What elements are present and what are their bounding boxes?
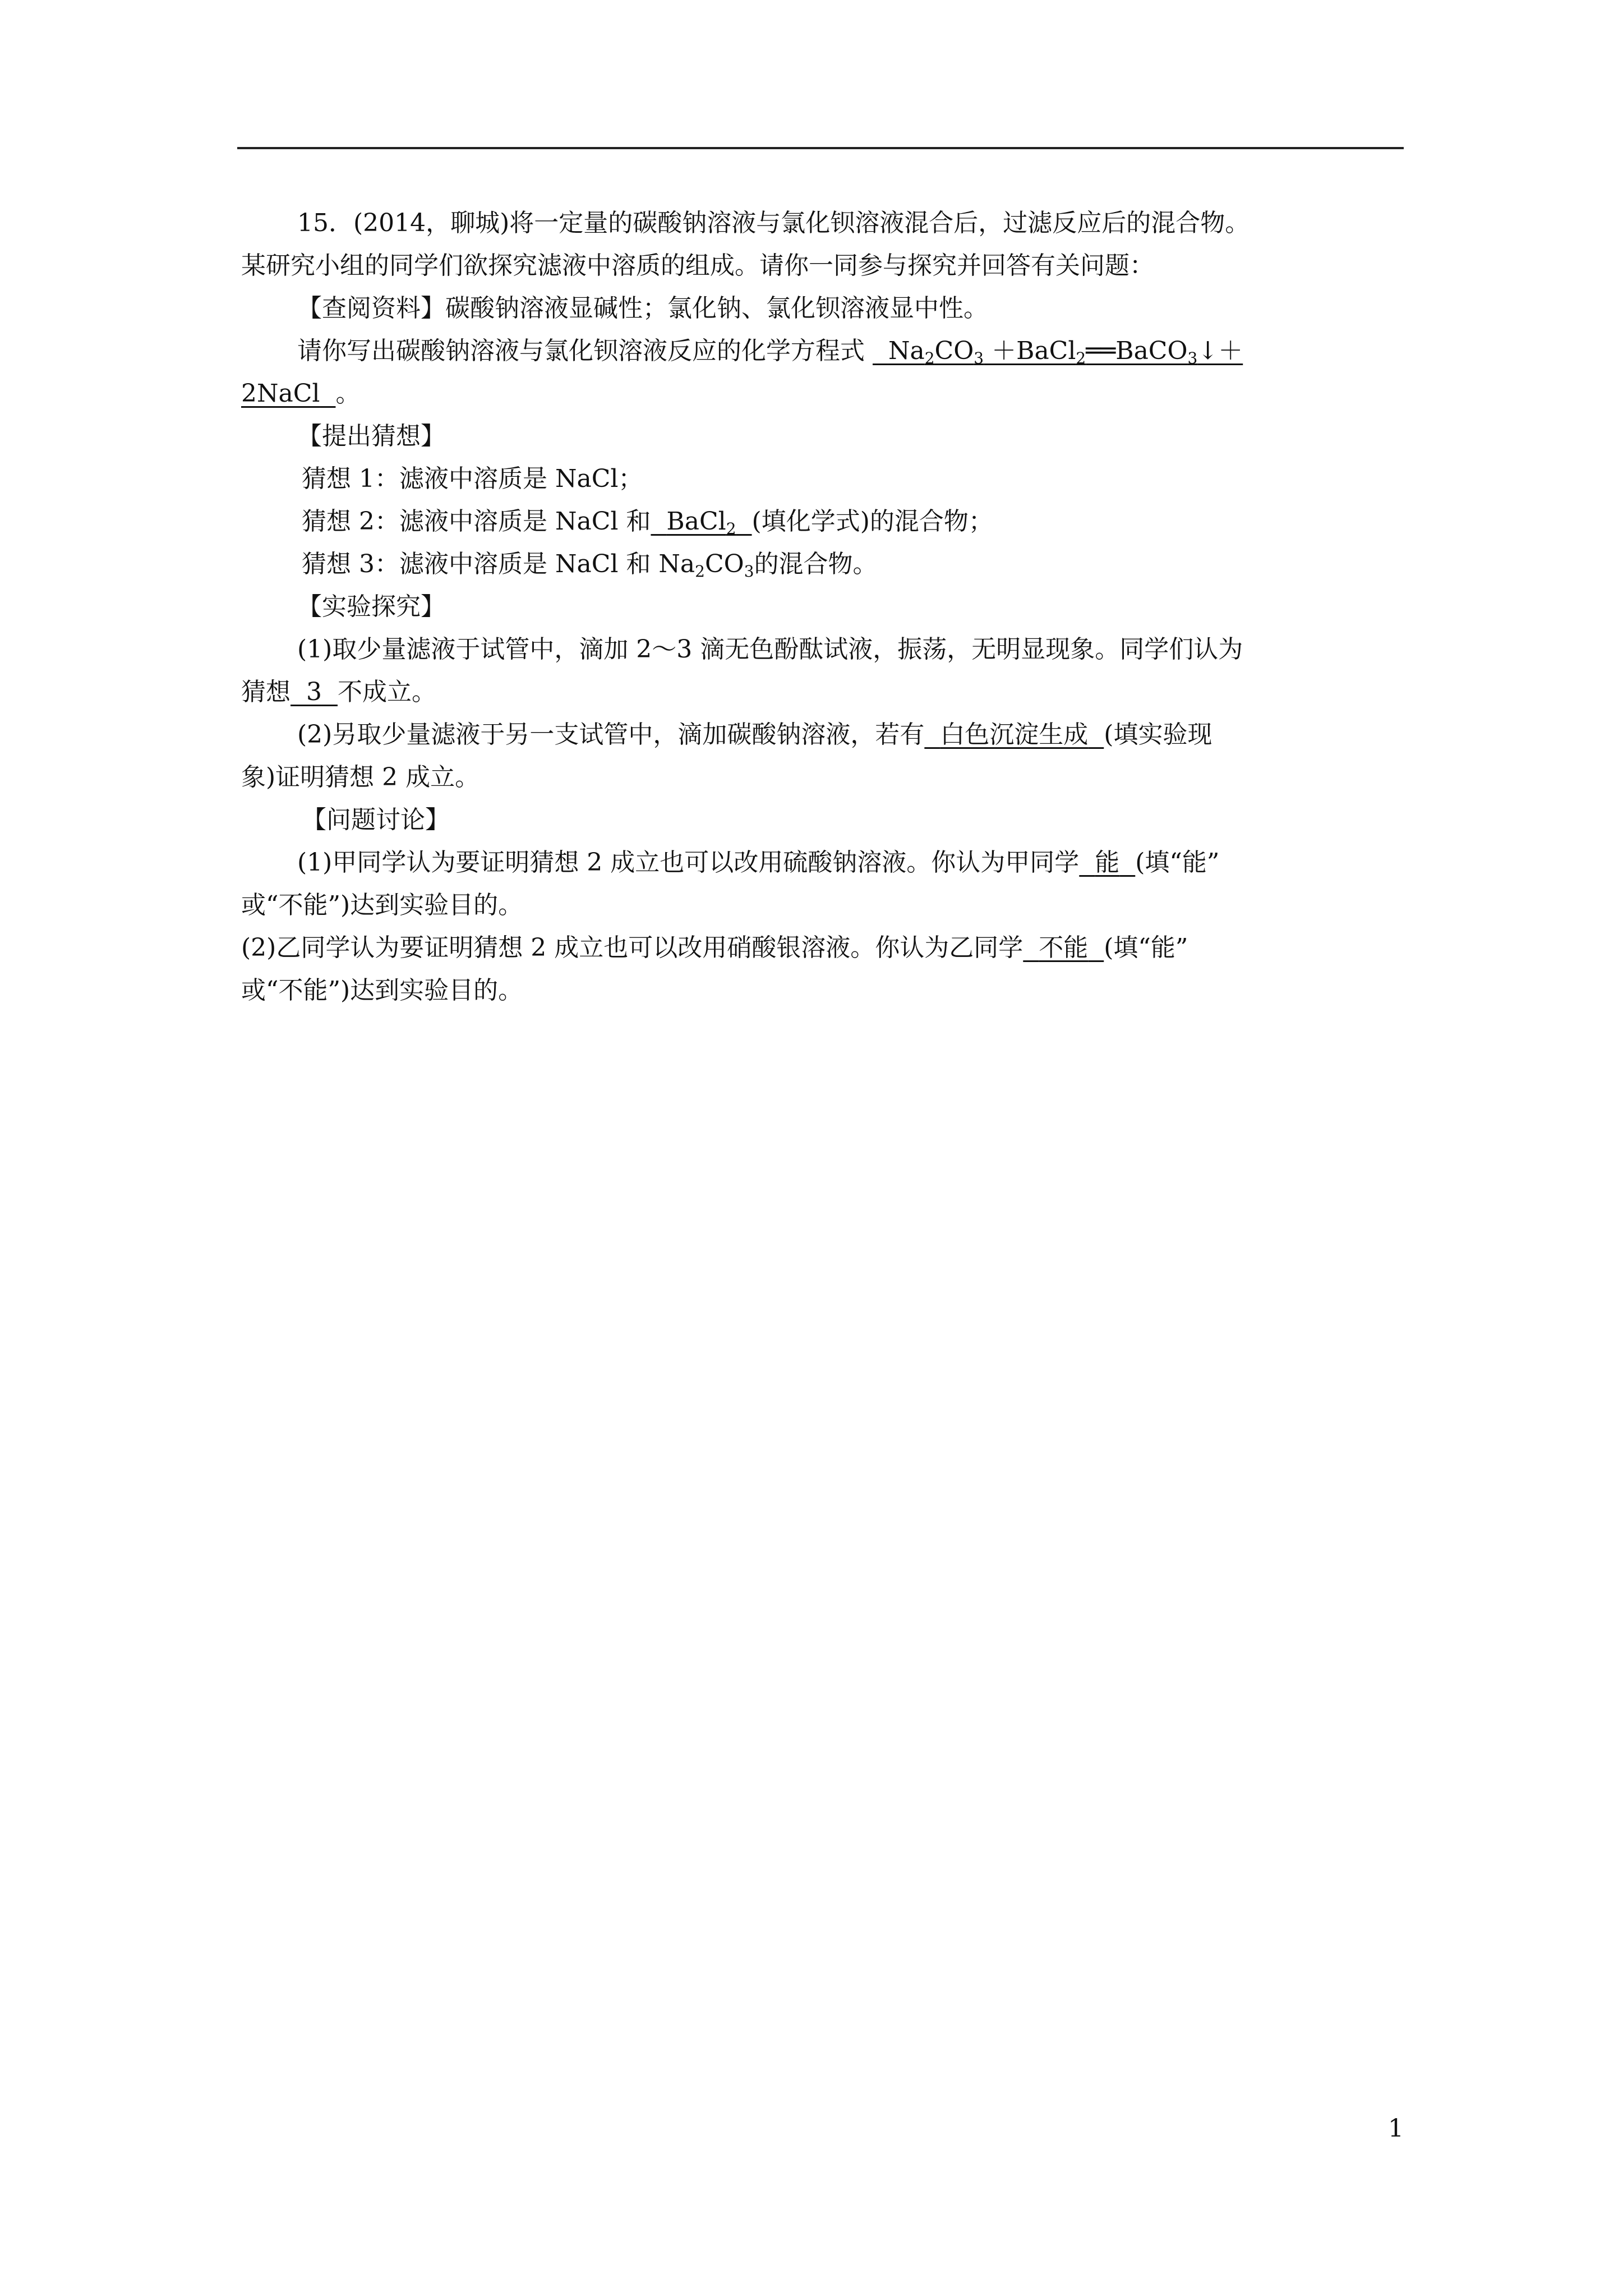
- equation-answer-cont: [241, 379, 335, 408]
- hypothesis-2-answer: [651, 507, 751, 536]
- equation-ans-sub: 2: [924, 349, 935, 367]
- equation-answer: [873, 337, 1243, 365]
- discussion-q1-cont: 或“不能”)达到实验目的。: [241, 891, 523, 919]
- experiment-step-2-cont: 象)证明猜想 2 成立。: [241, 763, 480, 792]
- equation-ans-sub: 3: [1187, 349, 1198, 367]
- equation-line-1: [241, 330, 1405, 372]
- header-rule: [237, 147, 1404, 149]
- discussion-q1-line-1: [241, 841, 1405, 884]
- hypothesis-3-mid: CO: [704, 550, 744, 578]
- discussion-q1-prefix: (1)甲同学认为要证明猜想 2 成立也可以改用硫酸钠溶液。你认为甲同学: [297, 848, 1080, 877]
- experiment-step-1-answer-text: 3: [306, 678, 322, 706]
- discussion-heading-line: [241, 799, 1405, 841]
- discussion-q2-suffix: (填“能”: [1104, 933, 1188, 962]
- discussion-q2-line-1: [241, 927, 1405, 969]
- question-intro-text-1: 15．(2014，聊城)将一定量的碳酸钠溶液与氯化钡溶液混合后，过滤反应后的混合物。: [297, 209, 1250, 237]
- question-intro-text-2: 某研究小组的同学们欲探究滤液中溶质的组成。请你一同参与探究并回答有关问题：: [241, 251, 1154, 280]
- equation-ans-sub: 3: [974, 349, 984, 367]
- hypothesis-3-sub: 2: [695, 562, 705, 581]
- experiment-step-1-text: (1)取少量滤液于试管中，滴加 2～3 滴无色酚酞试液，振荡，无明显现象。同学们认为: [297, 635, 1243, 664]
- hypothesis-heading: 【提出猜想】: [297, 422, 445, 450]
- page-number: 1: [1388, 2114, 1404, 2143]
- hypothesis-3-sub: 3: [744, 562, 754, 581]
- hypothesis-2-line: [241, 500, 1405, 543]
- experiment-heading: 【实验探究】: [297, 592, 445, 621]
- hypothesis-1-line: [241, 458, 1405, 500]
- hypothesis-2-prefix: 猜想 2：滤液中溶质是 NaCl 和: [302, 507, 651, 536]
- discussion-q1-answer: [1079, 848, 1135, 877]
- equation-line-2: [241, 372, 1405, 415]
- question-body: [241, 202, 1405, 1012]
- experiment-step-2-prefix: (2)另取少量滤液于另一支试管中，滴加碳酸钠溶液，若有: [297, 720, 925, 749]
- discussion-q1-answer-text: 能: [1095, 848, 1120, 877]
- discussion-q2-prefix: (2)乙同学认为要证明猜想 2 成立也可以改用硝酸银溶液。你认为乙同学: [241, 933, 1023, 962]
- discussion-q2-answer: [1023, 933, 1104, 962]
- discussion-q2-answer-text: 不能: [1039, 933, 1089, 962]
- equation-ans-bacl: ＋BaCl: [984, 337, 1076, 365]
- equation-ans-baco: ══BaCO: [1086, 337, 1188, 365]
- hypothesis-3-line: [241, 543, 1405, 586]
- equation-ans-nacl: 2NaCl: [241, 379, 320, 408]
- hypothesis-2-answer-sub: 2: [726, 519, 736, 538]
- hypothesis-2-suffix: (填化学式)的混合物；: [751, 507, 993, 536]
- discussion-heading: 【问题讨论】: [302, 806, 450, 834]
- hypothesis-2-answer-text: BaCl: [666, 507, 726, 536]
- experiment-heading-line: [241, 586, 1405, 628]
- discussion-q2-line-2: [241, 969, 1405, 1012]
- experiment-step-2-answer: [924, 720, 1104, 749]
- hypothesis-1-text: 猜想 1：滤液中溶质是 NaCl；: [302, 464, 643, 493]
- experiment-step-2-answer-text: 白色沉淀生成: [940, 720, 1089, 749]
- material-text: 碳酸钠溶液显碱性；氯化钠、氯化钡溶液显中性。: [445, 294, 988, 323]
- question-intro-line-1: [241, 202, 1405, 245]
- experiment-step-2-line-2: [241, 756, 1405, 799]
- experiment-step-1-suffix: 不成立。: [337, 678, 436, 706]
- question-intro-line-2: [241, 245, 1405, 287]
- material-line: [241, 287, 1405, 330]
- material-heading: 【查阅资料】: [297, 294, 445, 323]
- hypothesis-3-suffix: 的混合物。: [754, 550, 878, 578]
- hypothesis-heading-line: [241, 415, 1405, 458]
- discussion-q1-suffix: (填“能”: [1135, 848, 1220, 877]
- equation-prompt: 请你写出碳酸钠溶液与氯化钡溶液反应的化学方程式: [297, 337, 865, 365]
- equation-ans-arrow: ↓＋: [1197, 337, 1243, 365]
- experiment-step-1-line-1: [241, 628, 1405, 671]
- discussion-q1-line-2: [241, 884, 1405, 927]
- discussion-q2-cont: 或“不能”)达到实验目的。: [241, 976, 523, 1005]
- hypothesis-3-prefix: 猜想 3：滤液中溶质是 NaCl 和 Na: [302, 550, 695, 578]
- experiment-step-1-line-2: [241, 671, 1405, 714]
- experiment-step-1-prefix: 猜想: [241, 678, 291, 706]
- equation-ans-sub: 2: [1076, 349, 1086, 367]
- equation-ans-co: CO: [934, 337, 974, 365]
- equation-end: 。: [335, 379, 361, 408]
- experiment-step-1-answer: [291, 678, 338, 706]
- experiment-step-2-line-1: [241, 714, 1405, 756]
- experiment-step-2-suffix: (填实验现: [1104, 720, 1212, 749]
- equation-ans-na: Na: [888, 337, 925, 365]
